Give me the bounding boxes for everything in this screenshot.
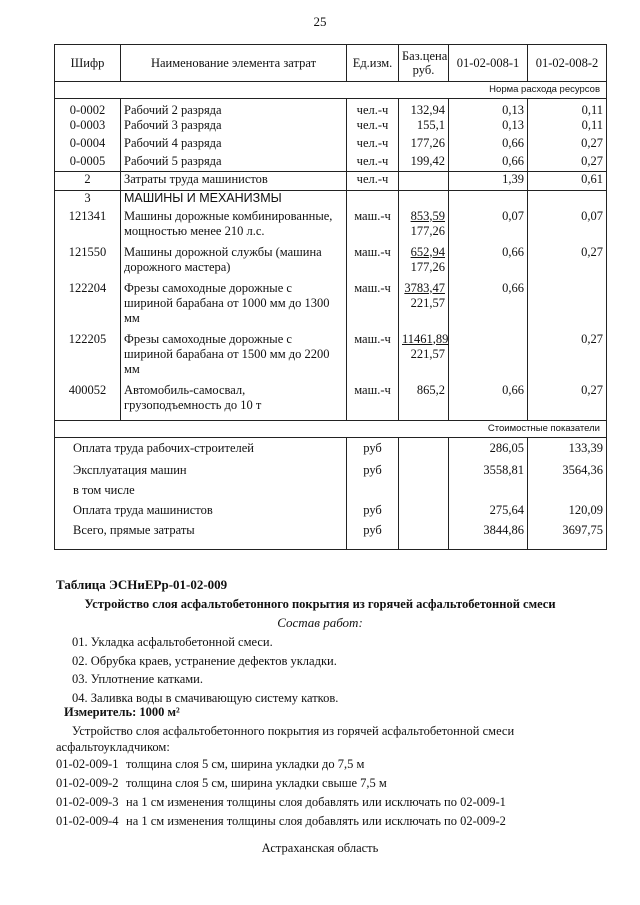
cost-label: Стоимостные показатели [55, 421, 607, 438]
table-header-row [55, 45, 607, 82]
cell-code: 0-0005 [55, 154, 121, 172]
header-name: Наименование элемента затрат [121, 45, 347, 82]
cell-price: 853,59 [410, 208, 445, 223]
cell-code: 121341 [55, 209, 121, 245]
list-item [56, 774, 506, 793]
description [56, 723, 515, 755]
cell-unit: маш.-ч [347, 383, 399, 421]
cell-unit: маш.-ч [347, 332, 399, 383]
list-item: 01. Укладка асфальтобетонной смеси. [72, 635, 273, 649]
table-row-total [55, 438, 607, 460]
total-machinist-pay-unit: руб [347, 500, 399, 520]
cell-price-machinist: 221,57 [410, 346, 445, 361]
cell-price: 11461,89 [402, 331, 449, 346]
cell-v1: 0,66 [449, 281, 528, 332]
cell-price-machinist: 177,26 [410, 223, 445, 238]
header-col-2: 01-02-008-2 [528, 45, 607, 82]
works-title: Состав работ: [277, 615, 363, 630]
item-code: 01-02-009-2 [56, 776, 119, 790]
cell-v1: 0,66 [449, 383, 528, 421]
total-worker-pay-unit: руб [347, 438, 399, 460]
cell-unit: маш.-ч [347, 209, 399, 245]
table-row-total [55, 460, 607, 480]
cell-v1: 1,39 [449, 172, 528, 191]
table-row-total [55, 520, 607, 550]
cell-code: 122205 [55, 332, 121, 383]
cell-unit: чел.-ч [347, 172, 399, 191]
cell-name: Машины дорожной службы (машина дорожного мастера) [121, 245, 347, 281]
table-row [55, 103, 607, 118]
cell-v1: 0,66 [449, 245, 528, 281]
cell-code: 121550 [55, 245, 121, 281]
total-worker-pay-v1: 286,05 [449, 438, 528, 460]
cell-v2: 0,27 [528, 383, 607, 421]
total-machinist-pay-v2: 120,09 [528, 500, 607, 520]
cell-price: 132,94 [399, 103, 449, 118]
cell-v2 [528, 281, 607, 332]
table-row-total [55, 500, 607, 520]
table-row [55, 383, 607, 421]
total-worker-pay-v2: 133,39 [528, 438, 607, 460]
total-direct-label: Всего, прямые затраты [55, 520, 347, 550]
cell-name: Рабочий 3 разряда [121, 118, 347, 136]
cell-price: 177,26 [399, 136, 449, 154]
total-machine-ops-v2: 3564,36 [528, 460, 607, 480]
cell-unit: чел.-ч [347, 103, 399, 118]
item-text: толщина слоя 5 см, ширина укладки свыше 7,5 м [126, 776, 387, 790]
item-code: 01-02-009-4 [56, 814, 119, 828]
cell-name: Машины дорожные комбинированные, мощностью менее 210 л.с. [121, 209, 347, 245]
cell-unit: чел.-ч [347, 136, 399, 154]
list-item: 03. Уплотнение катками. [72, 672, 203, 686]
item-text: толщина слоя 5 см, ширина укладки до 7,5 м [126, 757, 365, 771]
table-row [55, 245, 607, 281]
list-item: 02. Обрубка краев, устранение дефектов укладки. [72, 653, 337, 668]
cell-v1 [449, 332, 528, 383]
cell-name: Автомобиль-самосвал, грузоподъемность до 10 т [121, 383, 347, 421]
cell-price: 3783,47 [404, 280, 445, 295]
cell-price-machinist: 221,57 [410, 295, 445, 310]
table-row-machinists [55, 172, 607, 191]
cell-code: 0-0003 [55, 118, 121, 136]
cell-name: Затраты труда машинистов [121, 172, 347, 191]
cell-code: 122204 [55, 281, 121, 332]
list-item [56, 755, 506, 774]
works-list [72, 633, 338, 707]
cell-unit: маш.-ч [347, 245, 399, 281]
table-row [55, 136, 607, 154]
page-footer: Астраханская область [261, 841, 379, 855]
cell-unit: чел.-ч [347, 154, 399, 172]
cell-name: Рабочий 5 разряда [121, 154, 347, 172]
page-number: 25 [313, 14, 327, 29]
cell-price: 865,2 [399, 383, 449, 421]
cell-name: Рабочий 4 разряда [121, 136, 347, 154]
header-code: Шифр [55, 45, 121, 82]
cell-v2: 0,27 [528, 332, 607, 383]
total-direct-unit: руб [347, 520, 399, 550]
item-code: 01-02-009-3 [56, 795, 119, 809]
description-line: асфальтоукладчиком: [56, 740, 170, 754]
table-row-machines-header [55, 191, 607, 209]
cell-code: 3 [55, 191, 121, 209]
cell-name: Рабочий 2 разряда [121, 103, 347, 118]
total-direct-v1: 3844,86 [449, 520, 528, 550]
cell-v2: 0,11 [528, 103, 607, 118]
cell-code: 0-0004 [55, 136, 121, 154]
table-row [55, 281, 607, 332]
header-unit: Ед.изм. [347, 45, 399, 82]
table-row [55, 332, 607, 383]
cell-price: 155,1 [399, 118, 449, 136]
cell-v2: 0,27 [528, 136, 607, 154]
cell-v2: 0,61 [528, 172, 607, 191]
total-machine-ops-v1: 3558,81 [449, 460, 528, 480]
table-row [55, 480, 607, 500]
including-label: в том числе [55, 480, 347, 500]
resource-norms-table [54, 44, 607, 550]
table-row [55, 209, 607, 245]
total-machinist-pay-label: Оплата труда машинистов [55, 500, 347, 520]
table-title: Таблица ЭСНиЕРр-01-02-009 [56, 577, 228, 592]
cell-code: 0-0002 [55, 103, 121, 118]
item-text: на 1 см изменения толщины слоя добавлять или исключать по 02-009-1 [126, 795, 506, 809]
table-row [55, 118, 607, 136]
cell-unit: маш.-ч [347, 281, 399, 332]
cell-v2: 0,11 [528, 118, 607, 136]
norm-label: Норма расхода ресурсов [55, 82, 607, 99]
header-col-1: 01-02-008-1 [449, 45, 528, 82]
total-direct-v2: 3697,75 [528, 520, 607, 550]
total-worker-pay-label: Оплата труда рабочих-строителей [55, 438, 347, 460]
total-machine-ops-unit: руб [347, 460, 399, 480]
cell-v1: 0,13 [449, 103, 528, 118]
cell-v1: 0,66 [449, 154, 528, 172]
cell-name: МАШИНЫ И МЕХАНИЗМЫ [121, 191, 347, 209]
item-code: 01-02-009-1 [56, 757, 119, 771]
cell-v2: 0,27 [528, 245, 607, 281]
cell-v2: 0,07 [528, 209, 607, 245]
list-item [56, 793, 506, 812]
cell-v1: 0,13 [449, 118, 528, 136]
cell-code: 400052 [55, 383, 121, 421]
description-line: Устройство слоя асфальтобетонного покрытия из горячей асфальтобетонной смеси [72, 724, 515, 738]
meter-label: Измеритель: 1000 м² [64, 705, 180, 719]
cell-v1: 0,66 [449, 136, 528, 154]
cell-price: 652,94 [410, 244, 445, 259]
list-item: 04. Заливка воды в смачивающую систему катков. [72, 690, 339, 705]
item-text: на 1 см изменения толщины слоя добавлять или исключать по 02-009-2 [126, 814, 506, 828]
cell-price: 199,42 [399, 154, 449, 172]
cell-v1: 0,07 [449, 209, 528, 245]
total-machine-ops-label: Эксплуатация машин [55, 460, 347, 480]
cell-code: 2 [55, 172, 121, 191]
table-row [55, 154, 607, 172]
cell-name: Фрезы самоходные дорожные с шириной барабана от 1000 мм до 1300 мм [121, 281, 347, 332]
section-heading: Устройство слоя асфальтобетонного покрытия из горячей асфальтобетонной смеси [84, 597, 556, 611]
total-machinist-pay-v1: 275,64 [449, 500, 528, 520]
cell-v2: 0,27 [528, 154, 607, 172]
cell-name: Фрезы самоходные дорожные с шириной барабана от 1500 мм до 2200 мм [121, 332, 347, 383]
header-price: Баз.цена руб. [399, 45, 449, 82]
cell-price-machinist: 177,26 [410, 259, 445, 274]
cell-unit: чел.-ч [347, 118, 399, 136]
items-list [56, 755, 506, 831]
list-item [56, 812, 506, 831]
